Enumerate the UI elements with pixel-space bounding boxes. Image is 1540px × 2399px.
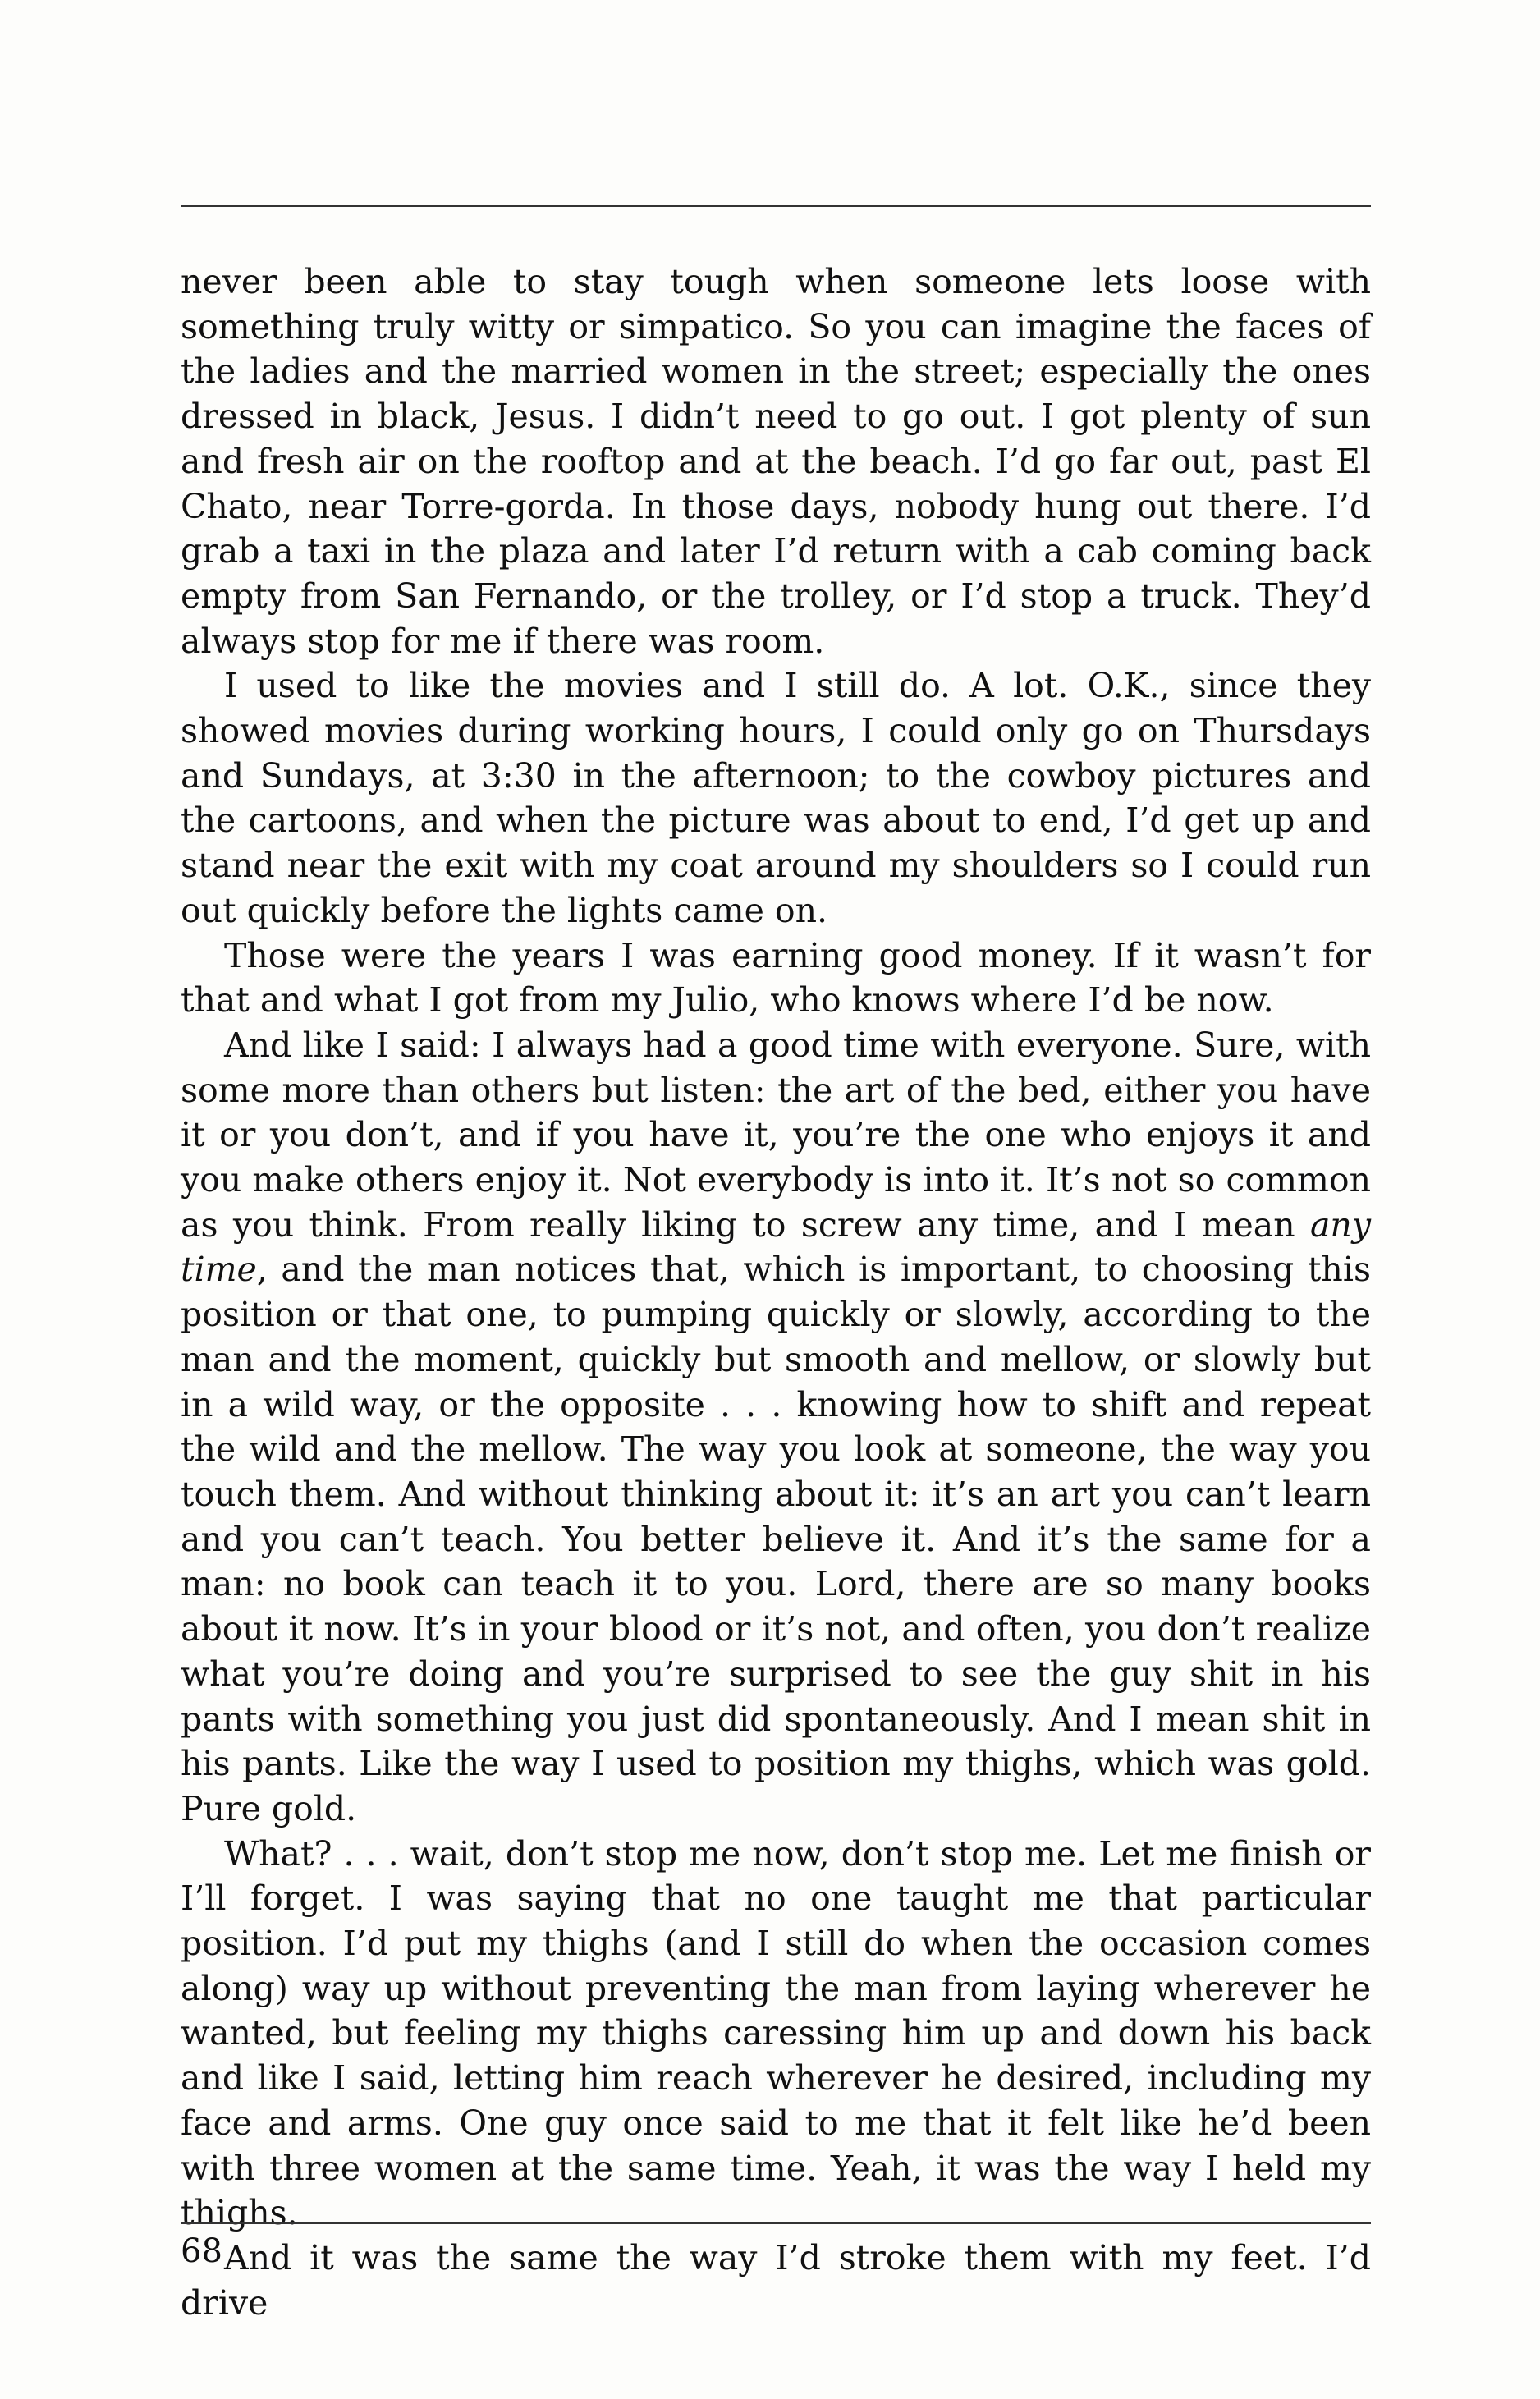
- body-text: [181, 259, 1371, 2325]
- paragraph-1: never been able to stay tough when someone lets loose with something truly witty or simpatico. So you can imagine the faces of the ladies and the married women in the street; especially the ones dressed in black, Jesus. I didn’t need to go out. I got plenty of sun and fresh air on the rooftop and at the beach. I’d go far out, past El Chato, near Torre-gorda. In those days, nobody hung out there. I’d grab a taxi in the plaza and later I’d return with a cab coming back empty from San Fernando, or the trolley, or I’d stop a truck. They’d always stop for me if there was room.: [181, 262, 1371, 661]
- paragraph-5: What? . . . wait, don’t stop me now, don’t stop me. Let me finish or I’ll forget. I was saying that no one taught me that particular position. I’d put my thighs (and I still do when the occasion comes along) way up without preventing the man from laying wherever he wanted, but feeling my thighs caressing him up and down his back and like I said, letting him reach wherever he desired, including my face and arms. One guy once said to me that it felt like he’d been with three women at the same time. Yeah, it was the way I held my thighs.: [181, 1833, 1371, 2233]
- paragraph-6: And it was the same the way I’d stroke them with my feet. I’d drive: [181, 2237, 1371, 2323]
- paragraph-3: Those were the years I was earning good money. If it wasn’t for that and what I got from my Julio, who knows where I’d be now.: [181, 935, 1371, 1021]
- footer-rule: [181, 2222, 1371, 2224]
- paragraph-4: And like I said: I always had a good time with everyone. Sure, with some more than others but listen: the art of the bed, either you have it or you don’t, and if you have it, you’re the one who enjoys it and you make others enjoy it. Not everybody is into it. It’s not so common as you think. From really liking to screw any time, and I mean any time, and the man notices that, which is important, to choosing this position or that one, to pumping quickly or slowly, according to the man and the moment, quickly but smooth and mellow, or slowly but in a wild way, or the opposite . . . knowing how to shift and repeat the wild and the mellow. The way you look at someone, the way you touch them. And without thinking about it: it’s an art you can’t learn and you can’t teach. You better believe it. And it’s the same for a man: no book can teach it to you. Lord, there are so many books about it now. It’s in your blood or it’s not, and often, you don’t realize what you’re doing and you’re surprised to see the guy shit in his pants with something you just did spontaneously. And I mean shit in his pants. Like the way I used to position my thighs, which was gold. Pure gold.: [181, 1025, 1371, 1828]
- paragraph-2: I used to like the movies and I still do. A lot. O.K., since they showed movies during working hours, I could only go on Thursdays and Sundays, at 3:30 in the afternoon; to the cowboy pictures and the cartoons, and when the picture was about to end, I’d get up and stand near the exit with my coat around my shoulders so I could run out quickly before the lights came on.: [181, 666, 1371, 930]
- page-number: 68: [181, 2232, 222, 2270]
- emphasis-any-time: any time: [181, 1204, 1371, 1290]
- header-rule: [181, 205, 1371, 207]
